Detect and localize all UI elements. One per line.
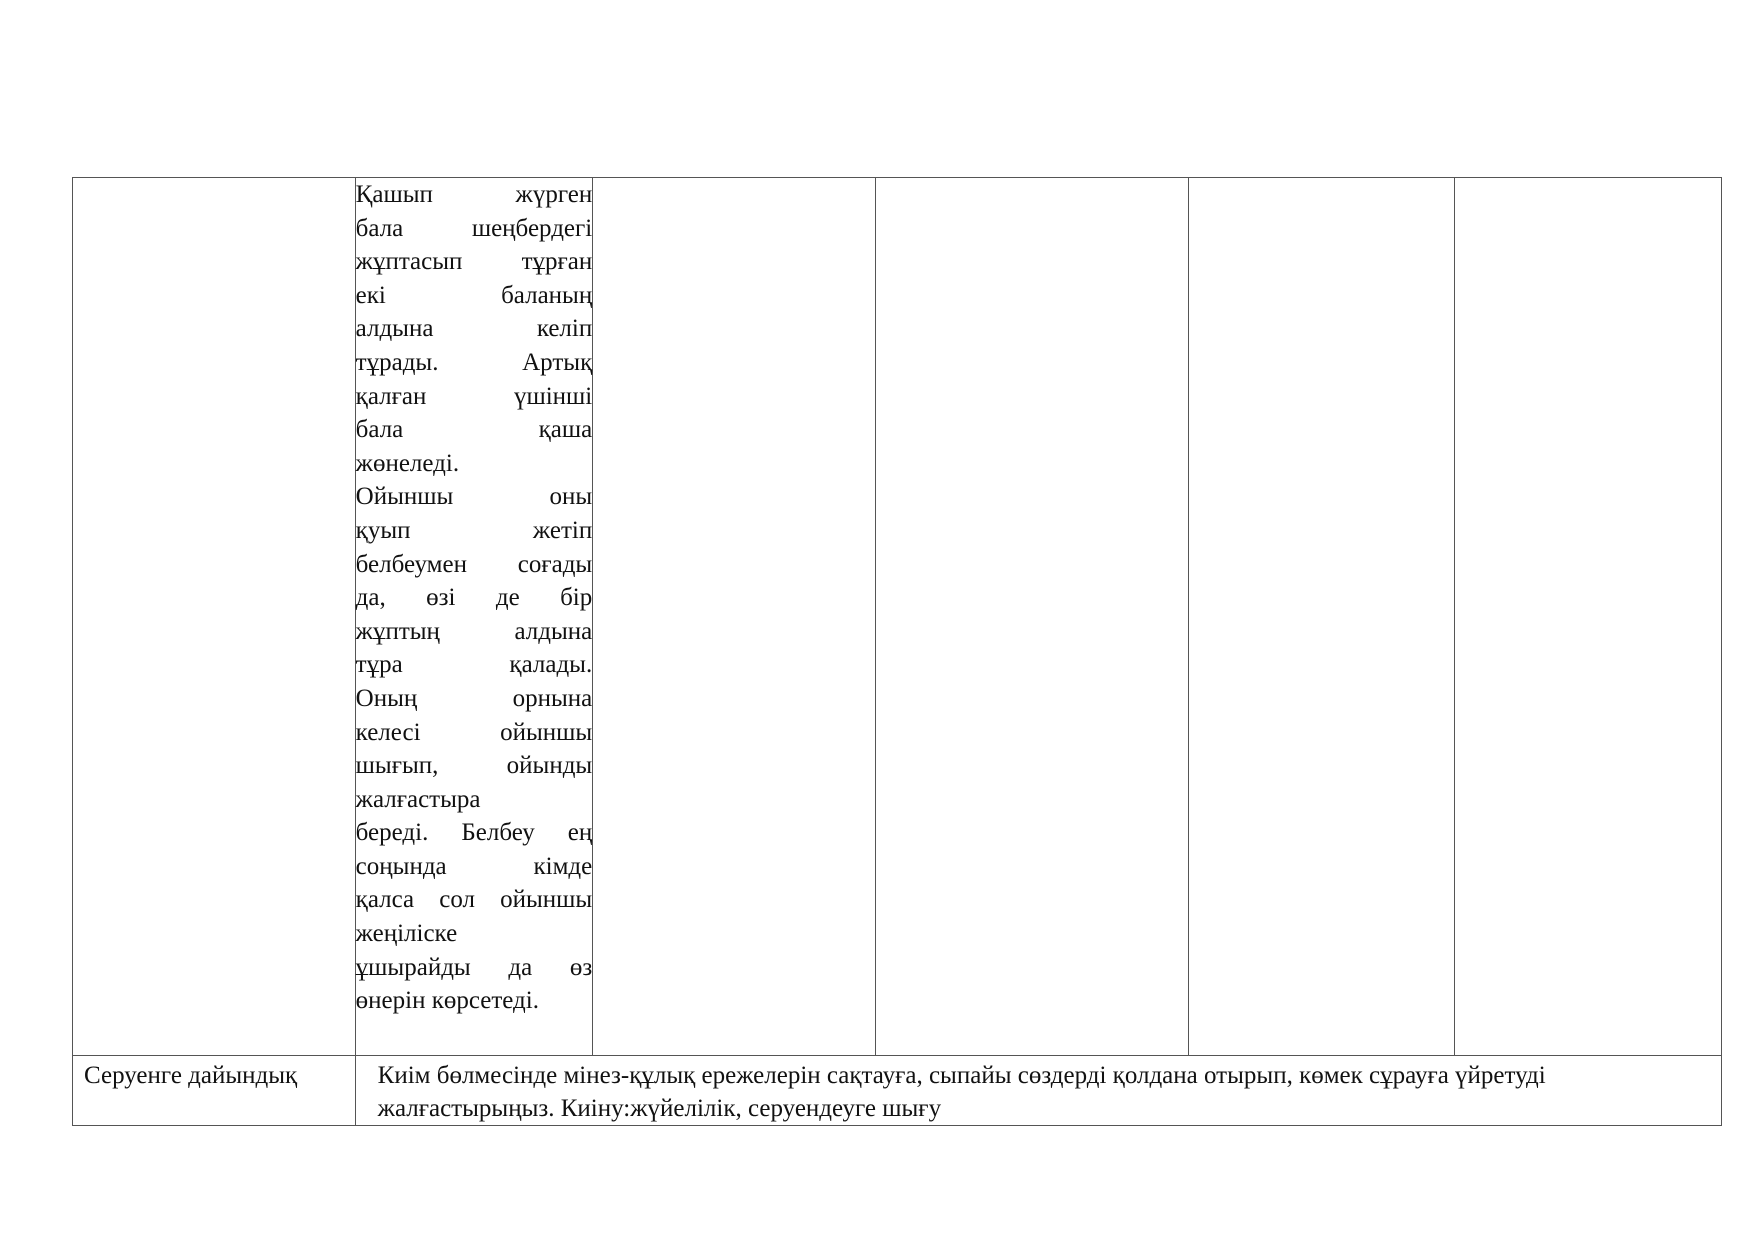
- text-line: Оның орнына: [355, 684, 593, 712]
- text-line: береді. Белбеу ең: [355, 819, 593, 847]
- game-description-text: [356, 178, 593, 1018]
- text-line: ұшырайды да өз: [355, 953, 593, 981]
- text-line: екі баланың: [355, 281, 593, 309]
- text-line: жеңіліске: [355, 920, 458, 948]
- text-line: тұра қалады.: [355, 651, 593, 679]
- text-line: Қашып жүрген: [355, 181, 593, 208]
- lesson-plan-table: [72, 177, 1722, 1126]
- empty-cell: [593, 178, 876, 1056]
- text-line: шығып, ойынды: [355, 752, 593, 780]
- text-line: келесі ойыншы: [355, 718, 593, 746]
- text-line: жалғастыра: [355, 785, 481, 813]
- empty-cell: [73, 178, 356, 1056]
- text-line: Ойыншы оны: [355, 483, 593, 511]
- empty-cell: [1188, 178, 1455, 1056]
- text-line: қалса сол ойыншы: [355, 886, 593, 914]
- table-row-walk-preparation: [73, 1056, 1722, 1126]
- text-line: жұптың алдына: [355, 617, 593, 645]
- table-row-game: [73, 178, 1722, 1056]
- text-line: алдына келіп: [355, 315, 593, 343]
- text-line: жұптасып тұрған: [355, 248, 593, 276]
- text-line: бала қаша: [355, 416, 593, 444]
- text-line: қуып жетіп: [355, 516, 593, 544]
- text-line: белбеумен соғады: [355, 550, 593, 578]
- text-line: тұрады. Артық: [355, 348, 593, 376]
- text-line: бала шеңбердегі: [355, 214, 593, 242]
- empty-cell: [1455, 178, 1722, 1056]
- text-line: өнерін көрсетеді.: [355, 987, 539, 1015]
- empty-cell: [875, 178, 1188, 1056]
- text-line: да, өзі де бір: [355, 584, 593, 612]
- text-line: соңында кімде: [355, 852, 593, 880]
- text-line: қалған үшінші: [355, 382, 593, 410]
- text-line: жөнеледі.: [355, 449, 460, 477]
- row-label: Серуенге дайындық: [73, 1056, 356, 1126]
- game-description-cell: [355, 178, 593, 1056]
- row-description: Киім бөлмесінде мінез-құлық ережелерін сақтауға, сыпайы сөздерді қолдана отырып, көмек сұрауға үйретуді жалғастырыңыз. Киіну:жүйелілік, серуендеуге шығу: [355, 1056, 1721, 1126]
